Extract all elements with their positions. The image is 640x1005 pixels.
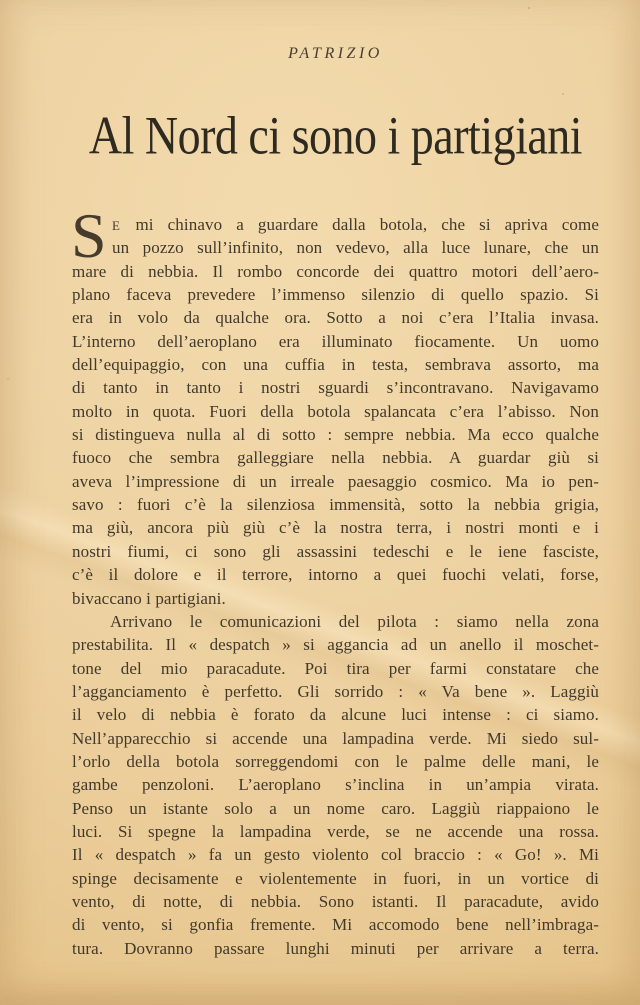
paragraph [72, 610, 599, 960]
text-line: prestabilita. Il « despatch » si aggancia ad un anello il moschet- [72, 635, 599, 655]
text-line: Il « despatch » fa un gesto violento col braccio : « Go! ». Mi [72, 845, 599, 865]
paragraph [71, 200, 599, 610]
text-line: molto in quota. Fuori della botola spalancata c’era l’abisso. Non [72, 401, 599, 421]
text-line: bivaccano i partigiani. [72, 588, 226, 608]
text-line: Arrivano le comunicazioni del pilota : siamo nella zona [110, 611, 599, 631]
text-line: era in volo da qualche ora. Sotto a noi c’era l’Italia invasa. [72, 308, 599, 328]
text-line: spinge decisamente e violentemente in fuori, in un vortice di [72, 868, 599, 888]
text-line: ma giù, ancora più giù c’è la nostra terra, i nostri monti e i [72, 518, 599, 538]
text-line: il velo di nebbia è forato da alcune luci intense : ci siamo. [72, 705, 599, 725]
body-text [71, 200, 599, 960]
text-line: l’agganciamento è perfetto. Gli sorrido : « Va bene ». Laggiù [72, 681, 599, 701]
text-line: un pozzo sull’infinito, non vedevo, alla luce lunare, che un [112, 238, 599, 258]
text-line: tura. Dovranno passare lunghi minuti per arrivare a terra. [72, 938, 599, 958]
text-line: si distingueva nulla al di sotto : sempre nebbia. Ma ecco qualche [72, 425, 599, 445]
text-line: E mi chinavo a guardare dalla botola, che si apriva come [112, 215, 599, 234]
running-header: PATRIZIO [288, 45, 383, 62]
text-line: di vento, si gonfia fremente. Mi accomodo bene nell’imbraga- [72, 915, 599, 935]
text-line: luci. Si spegne la lampadina verde, se ne accende una rossa. [72, 821, 599, 841]
text-line: plano faceva prevedere l’immenso silenzio di quello spazio. Si [72, 285, 599, 305]
text-line: L’interno dell’aeroplano era illuminato fiocamente. Un uomo [72, 331, 599, 351]
text-line: Penso un istante solo a un nome caro. Laggiù riappaiono le [72, 798, 599, 818]
text-line: c’è il dolore e il terrore, intorno a quei fuochi velati, forse, [72, 565, 599, 585]
text-line: mare di nebbia. Il rombo concorde dei quattro motori dell’aero- [72, 261, 599, 281]
text-line: Nell’apparecchio si accende una lampadina verde. Mi siedo sul- [72, 728, 599, 748]
text-line: aveva l’impressione di un irreale paesaggio cosmico. Ma io pen- [72, 471, 599, 491]
text-line: gambe penzoloni. L’aeroplano s’inclina in un’ampia virata. [72, 775, 599, 795]
text-line: fuoco che sembra galleggiare nella nebbia. A guardar giù si [72, 448, 599, 468]
text-line: di tanto in tanto i nostri sguardi s’incontravano. Navigavamo [72, 378, 599, 398]
text-line: dell’equipaggio, con una cuffia in testa, sembrava assorto, ma [72, 355, 599, 375]
text-line: nostri fiumi, ci sono gli assassini tedeschi e le iene fasciste, [72, 541, 599, 561]
text-line: vento, di notte, di nebbia. Sono istanti. Il paracadute, avido [72, 891, 599, 911]
text-line: l’orlo della botola sorreggendomi con le palme delle mani, le [72, 751, 599, 771]
text-line: savo : fuori c’è la silenziosa immensità, sotto la nebbia grigia, [72, 495, 599, 515]
text-line: tone del mio paracadute. Poi tira per farmi constatare che [72, 658, 599, 678]
chapter-title: Al Nord ci sono i partigiani [88, 105, 583, 166]
drop-cap: S [71, 200, 107, 271]
